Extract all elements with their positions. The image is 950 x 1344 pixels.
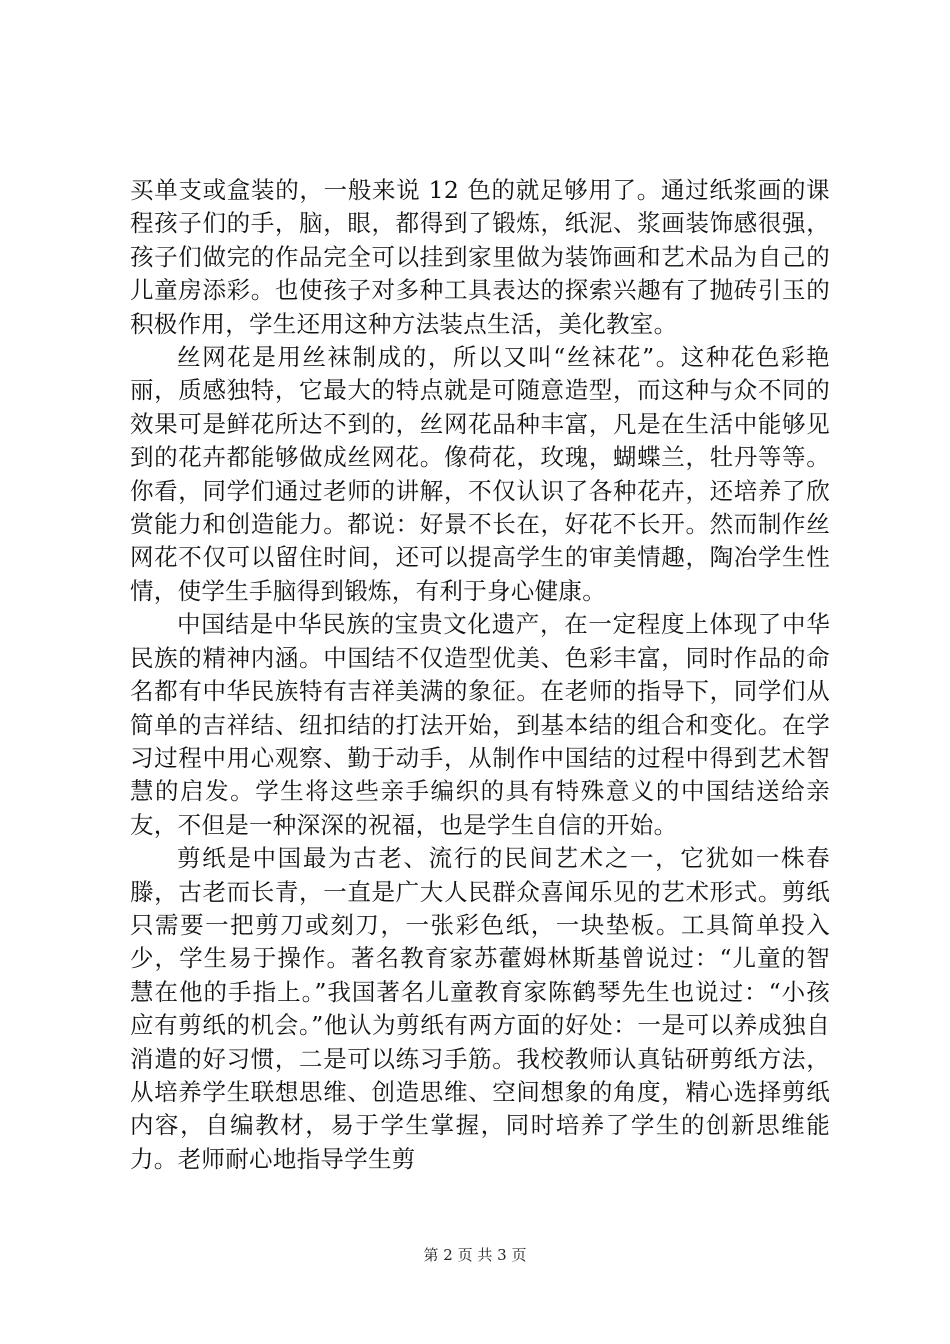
paragraph-paper-pulp: 买单支或盒装的，一般来说 12 色的就足够用了。通过纸浆画的课程孩子们的手，脑，眼，都得到了锻炼，纸泥、浆画装饰感很强，孩子们做完的作品完全可以挂到家里做为装饰画和艺术品为自己的儿童房添彩。也使孩子对多种工具表达的探索兴趣有了抛砖引玉的积极作用，学生还用这种方法装点生活，美化教室。: [130, 176, 830, 338]
paragraph-chinese-knot: 中国结是中华民族的宝贵文化遗产，在一定程度上体现了中华民族的精神内涵。中国结不仅造型优美、色彩丰富，同时作品的命名都有中华民族特有吉祥美满的象征。在老师的指导下，同学们从简单的吉祥结、纽扣结的打法开始，到基本结的组合和变化。在学习过程中用心观察、勤于动手，从制作中国结的过程中得到艺术智慧的启发。学生将这些亲手编织的具有特殊意义的中国结送给亲友，不但是一种深深的祝福，也是学生自信的开始。: [130, 610, 830, 839]
paragraph-silk-flower: 丝网花是用丝袜制成的，所以又叫“丝袜花”。这种花色彩艳丽，质感独特，它最大的特点就是可随意造型，而这种与众不同的效果可是鲜花所达不到的，丝网花品种丰富，凡是在生活中能够见到的花卉都能够做成丝网花。像荷花，玫瑰，蝴蝶兰，牡丹等等。你看，同学们通过老师的讲解，不仅认识了各种花卉，还培养了欣赏能力和创造能力。都说：好景不长在，好花不长开。然而制作丝网花不仅可以留住时间，还可以提高学生的审美情趣，陶冶学生性情，使学生手脑得到锻炼，有利于身心健康。: [130, 343, 830, 605]
page-number: 第 2 页 共 3 页: [423, 1246, 527, 1264]
paragraph-paper-cutting: 剪纸是中国最为古老、流行的民间艺术之一，它犹如一株春滕，古老而长青，一直是广大人民群众喜闻乐见的艺术形式。剪纸只需要一把剪刀或刻刀，一张彩色纸，一块垫板。工具简单投入少，学生易于操作。著名教育家苏藿姆林斯基曾说过：“儿童的智慧在他的手指上。”我国著名儿童教育家陈鹤琴先生也说过：“小孩应有剪纸的机会。”他认为剪纸有两方面的好处：一是可以养成独自消遣的好习惯，二是可以练习手筋。我校教师认真钻研剪纸方法，从培养学生联想思维、创造思维、空间想象的角度，精心选择剪纸内容，自编教材，易于学生掌握，同时培养了学生的创新思维能力。老师耐心地指导学生剪: [130, 844, 830, 1173]
document-body: [130, 174, 830, 1176]
